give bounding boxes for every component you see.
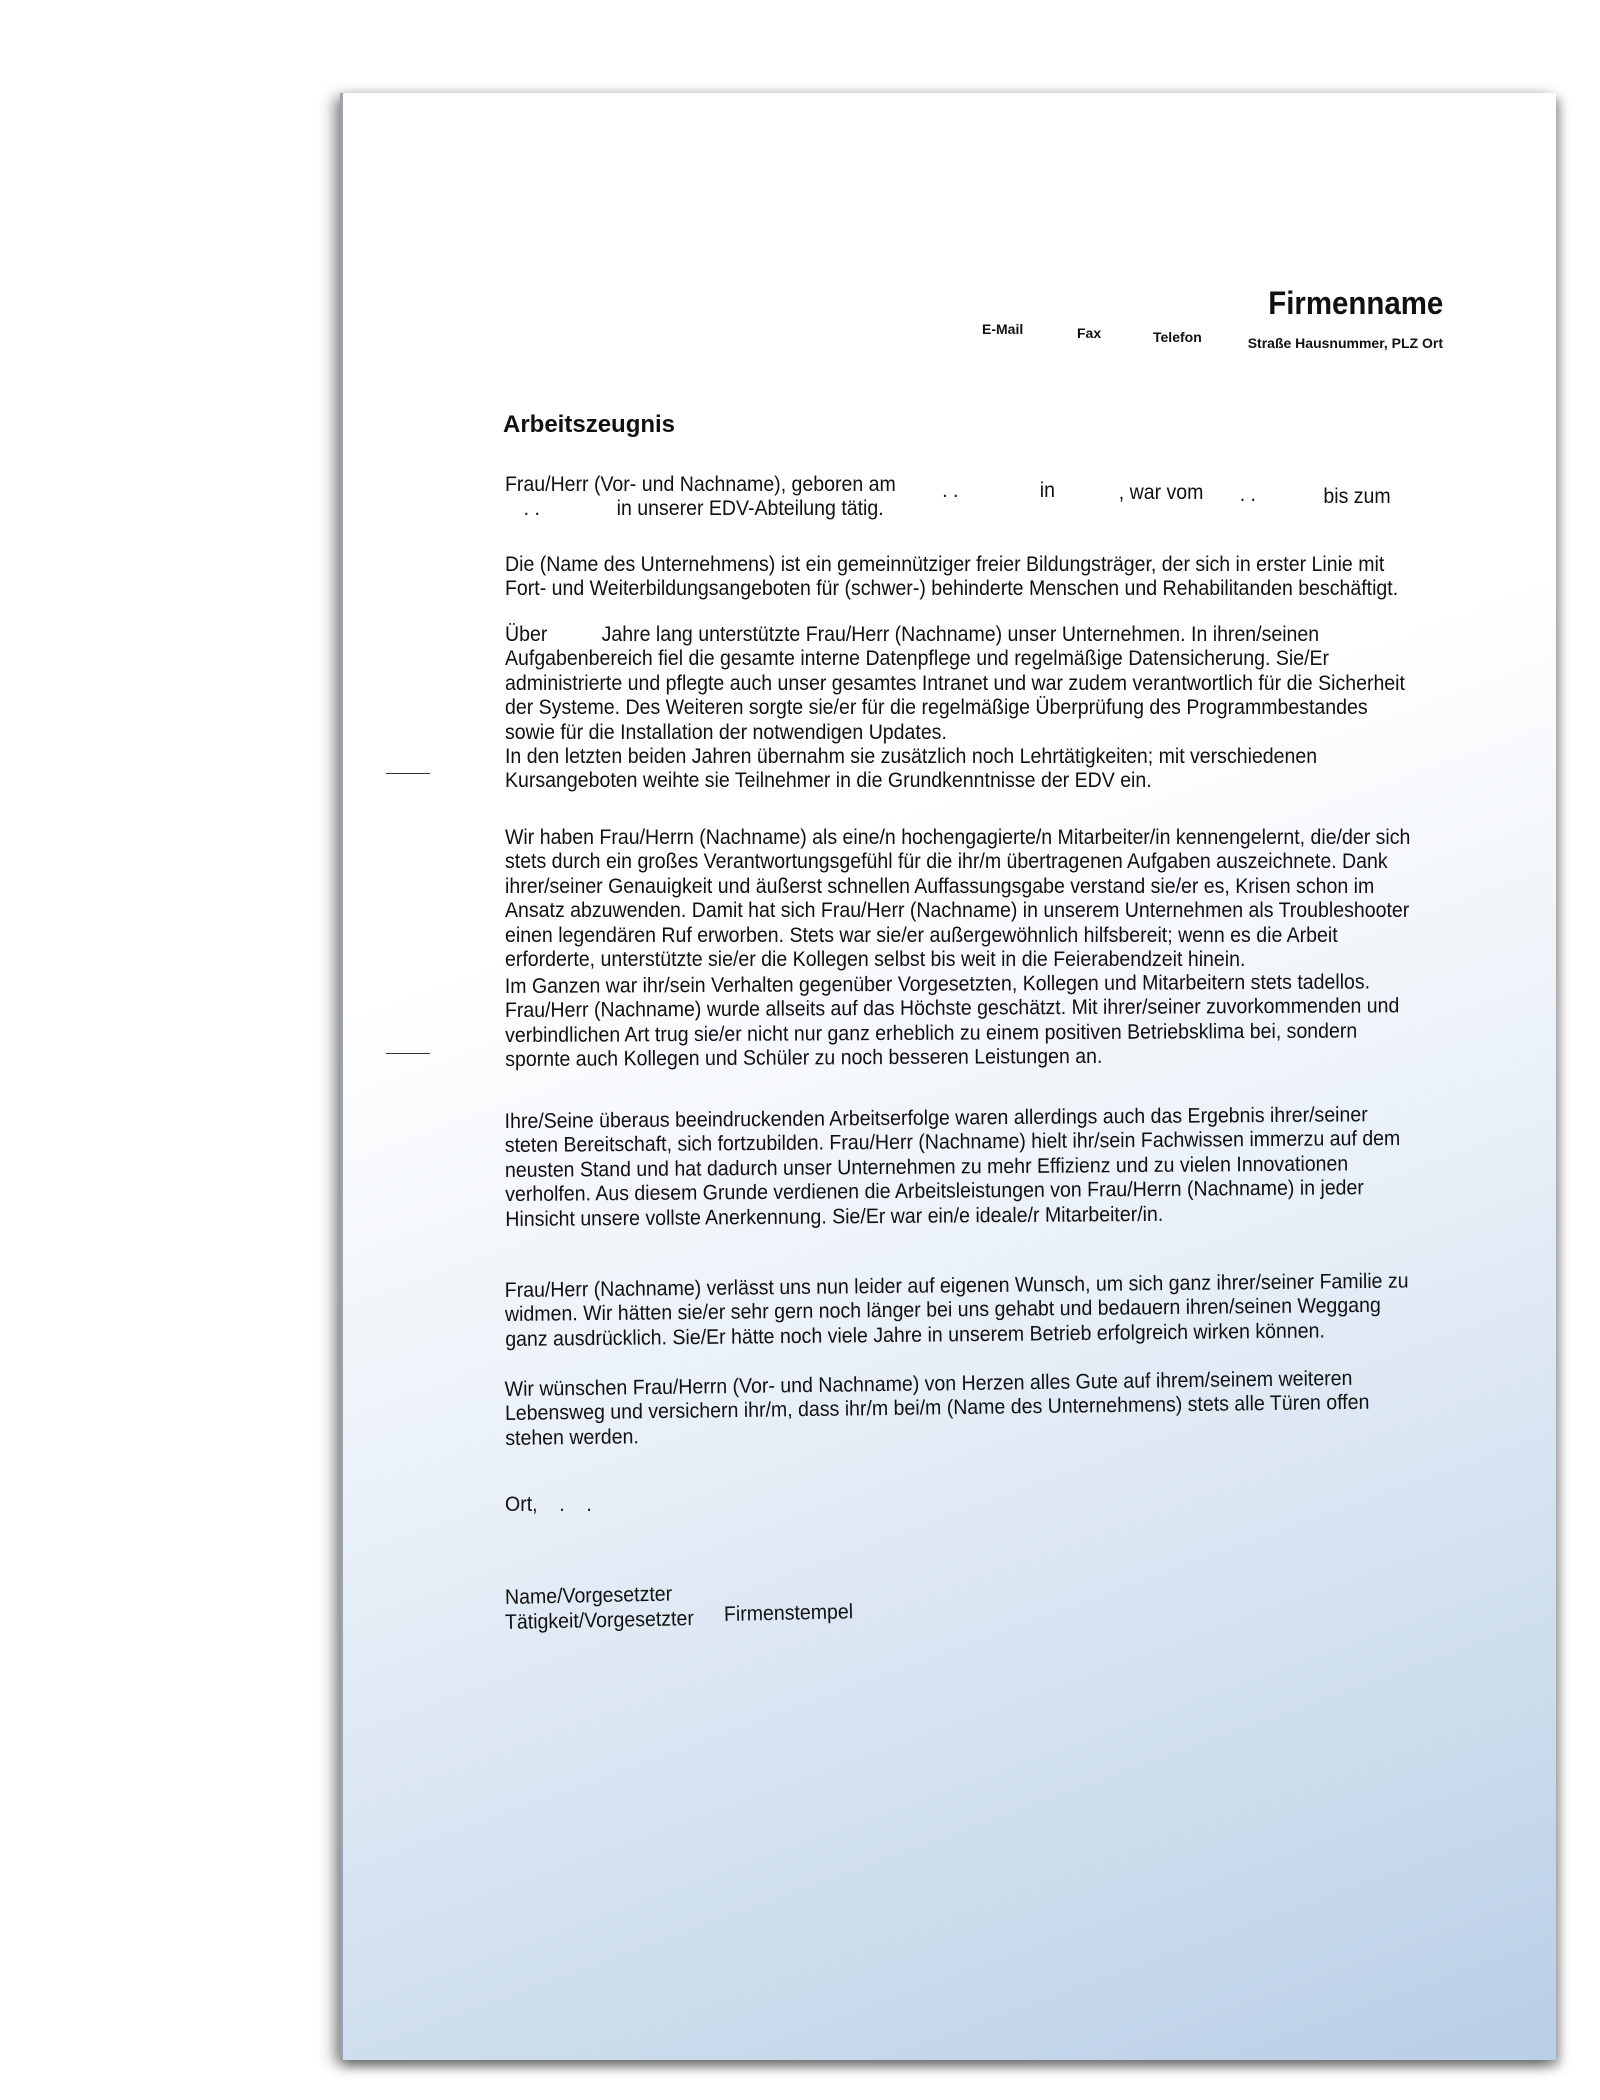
paragraph-line: spornte auch Kollegen und Schüler zu noch besseren Leistungen an.: [505, 1045, 1103, 1072]
body-paragraph: [505, 623, 1405, 794]
paragraph-line: Aufgabenbereich fiel die gesamte interne Datenpflege und regelmäßige Datensicherung. Sie/Er: [505, 647, 1330, 671]
paragraph-line: Wir wünschen Frau/Herrn (Vor- und Nachname) von Herzen alles Gute auf ihrem/seinem weiteren: [504, 1366, 1353, 1402]
header-email: E-Mail: [982, 321, 1024, 337]
birth-date-field: . .: [942, 479, 959, 502]
body-paragraph: [505, 826, 1410, 972]
paragraph-line: erforderte, unterstützte sie/er die Kollegen selbst bis weit in die Feierabendzeit hinein.: [505, 948, 1246, 972]
signature-role: Tätigkeit/Vorgesetzter: [504, 1607, 695, 1634]
paragraph-line: Ihre/Seine überaus beeindruckenden Arbeitserfolge waren allerdings auch das Ergebnis ihrer/seiner: [504, 1103, 1368, 1134]
paragraph-line: Wir haben Frau/Herrn (Nachname) als eine/n hochengagierte/n Mitarbeiter/in kennengelernt, die/der sich: [505, 826, 1411, 849]
body-paragraph: [505, 1103, 1401, 1232]
paragraph-line: einen legendären Ruf erworben. Stets war sie/er außergewöhnlich hilfsbereit; wenn es die Arbeit: [505, 923, 1338, 947]
paragraph-line: In den letzten beiden Jahren übernahm sie zusätzlich noch Lehrtätigkeiten; mit verschiedenen: [505, 745, 1318, 769]
paragraph-line: stets durch ein großes Verantwortungsgefühl für die ihr/m übertragenen Aufgaben auszeichnete. Dank: [505, 850, 1388, 874]
document-page: [340, 93, 1556, 2060]
company-name: Firmenname: [1267, 285, 1443, 321]
company-stamp: Firmenstempel: [723, 1600, 854, 1626]
birth-place-label: in: [1039, 479, 1055, 502]
paragraph-line: Lebensweg und versichern ihr/m, dass ihr/m bei/m (Name des Unternehmens) stets alle Türen offen: [504, 1391, 1370, 1426]
header-fax: Fax: [1077, 325, 1102, 341]
paragraph-line: Die (Name des Unternehmens) ist ein gemeinnütziger freier Bildungsträger, der sich in erster Linie mit: [505, 553, 1385, 576]
paragraph-line: administrierte und pflegte auch unser gesamtes Intranet und war zudem verantwortlich für die Sicherheit: [505, 671, 1405, 695]
paragraph-line: neusten Stand und hat dadurch unser Unternehmen zu mehr Effizienz und zu vielen Innovationen: [504, 1152, 1349, 1182]
paragraph-line: Über Jahre lang unterstützte Frau/Herr (Nachname) unser Unternehmen. In ihren/seinen: [505, 623, 1320, 646]
document-title: Arbeitszeugnis: [503, 411, 676, 438]
paragraph-line: sowie für die Installation der notwendigen Updates.: [505, 720, 947, 744]
paragraph-line: Kursangeboten weihte sie Teilnehmer in die Grundkenntnisse der EDV ein.: [505, 769, 1152, 793]
start-date-field: . .: [1239, 483, 1256, 506]
paragraph-line: Im Ganzen war ihr/sein Verhalten gegenüber Vorgesetzten, Kollegen und Mitarbeitern stets tadellos.: [504, 970, 1371, 999]
paragraph-line: verbindlichen Art trug sie/er nicht nur ganz erheblich zu einem positiven Betriebsklima bei, sondern: [505, 1019, 1358, 1047]
intro-paragraph: [505, 473, 1528, 533]
end-date-field: . .: [523, 497, 540, 520]
fold-mark: [386, 773, 430, 774]
paragraph-line: Frau/Herr (Nachname) wurde allseits auf das Höchste geschätzt. Mit ihrer/seiner zuvorkommenden und: [504, 994, 1400, 1023]
paragraph-line: der Systeme. Des Weiteren sorgte sie/er für die regelmäßige Überprüfung des Programmbestandes: [505, 696, 1368, 720]
body-paragraph: [505, 970, 1400, 1072]
signature-name: Name/Vorgesetzter: [504, 1582, 673, 1609]
paragraph-line: ihrer/seiner Genauigkeit und äußerst schnellen Auffassungsgabe verstand sie/er es, Krisen schon im: [505, 874, 1375, 898]
place-date: Ort, . .: [505, 1493, 592, 1516]
paragraph-line: Ansatz abzuwenden. Damit hat sich Frau/Herr (Nachname) in unserem Unternehmen als Troubleshooter: [505, 899, 1410, 923]
paragraph-line: verholfen. Aus diesem Grunde verdienen die Arbeitsleistungen von Frau/Herrn (Nachname) in jeder: [505, 1176, 1364, 1207]
paragraph-line: ganz ausdrücklich. Sie/Er hätte noch viele Jahre in unserem Betrieb erfolgreich wirken können.: [505, 1319, 1325, 1351]
intro-text-line2: in unserer EDV-Abteilung tätig.: [616, 497, 884, 520]
body-paragraph: [505, 1270, 1410, 1353]
paragraph-line: steten Bereitschaft, sich fortzubilden. Frau/Herr (Nachname) hielt ihr/sein Fachwissen immerzu auf dem: [504, 1127, 1401, 1158]
paragraph-line: Fort- und Weiterbildungsangeboten für (schwer-) behinderte Menschen und Rehabilitanden beschäftigt.: [505, 577, 1399, 601]
header-address: Straße Hausnummer, PLZ Ort: [1247, 335, 1443, 351]
from-label: , war vom: [1118, 481, 1204, 504]
paragraph-line: widmen. Wir hätten sie/er sehr gern noch länger bei uns gehabt und bedauern ihren/seinen Weggang: [504, 1294, 1381, 1327]
intro-text: Frau/Herr (Vor- und Nachname), geboren am: [505, 473, 896, 496]
paragraph-line: Frau/Herr (Nachname) verlässt uns nun leider auf eigenen Wunsch, um sich ganz ihrer/seiner Familie zu: [504, 1269, 1409, 1303]
paragraph-line: Hinsicht unsere vollste Anerkennung. Sie/Er war ein/e ideale/r Mitarbeiter/in.: [505, 1202, 1164, 1231]
body-paragraph: [505, 1367, 1370, 1452]
until-label: bis zum: [1323, 485, 1391, 508]
punch-mark: [386, 1053, 430, 1054]
body-paragraph: [505, 553, 1398, 602]
header-phone: Telefon: [1153, 329, 1202, 345]
paragraph-line: stehen werden.: [505, 1425, 640, 1450]
